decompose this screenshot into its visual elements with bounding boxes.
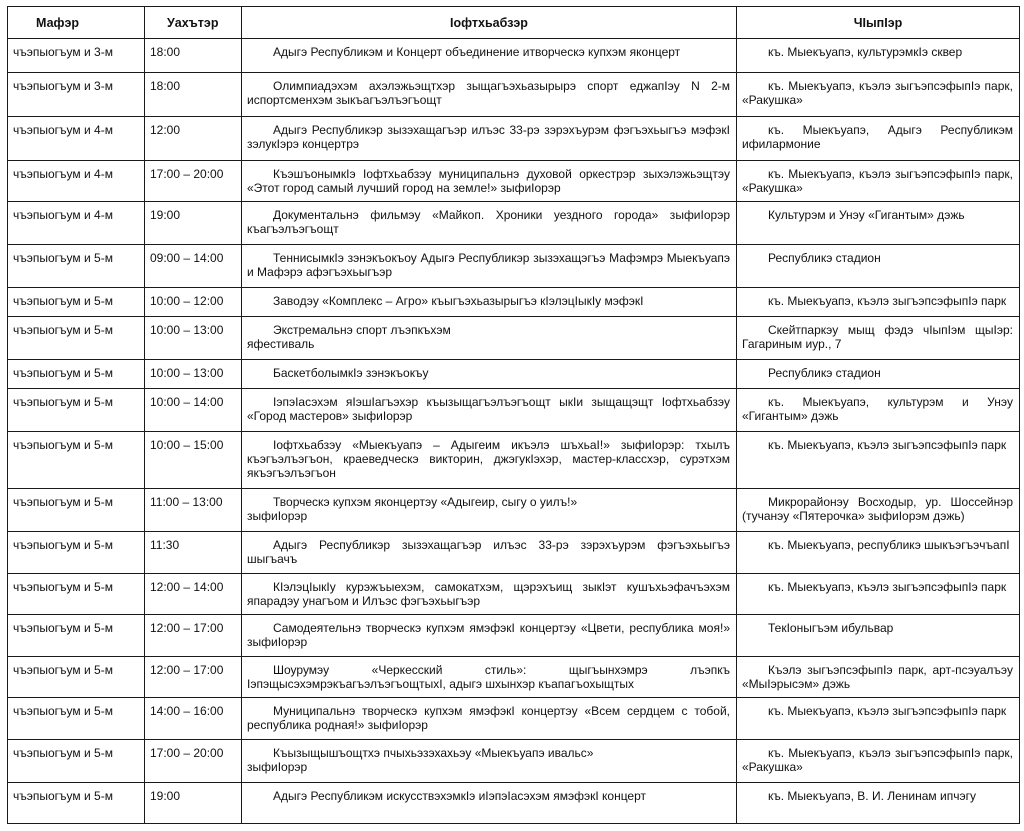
cell-event [242, 161, 737, 202]
event-text: Творческэ купхэм яконцертэу «Адыгеир, сыгу о уилъ!» зыфиIорэр [247, 495, 578, 523]
table-row [8, 161, 1020, 202]
place-text: Скейтпаркэу мыщ фэдэ чIыпIэм щыIэр: Гагариным иур., 7 [742, 323, 1013, 351]
table-row [8, 245, 1020, 288]
cell-place [737, 39, 1020, 73]
cell-date: чъэпыогъум и 5-м [8, 489, 145, 532]
place-text: ТекIоныгъэм ибульвар [768, 621, 894, 635]
place-text: къ. Мыекъуапэ, къэлэ зыгъэпсэфыпIэ парк [768, 438, 1007, 452]
event-text: Олимпиадэхэм ахэлэжьэщтхэр зыщагъэхьазырырэ спорт еджапIэу N 2-м испортсменхэм зыкъагъэлъэгъощт [247, 79, 730, 107]
cell-event [242, 574, 737, 615]
cell-place [737, 317, 1020, 360]
place-text: къ. Мыекъуапэ, къэлэ зыгъэпсэфыпIэ парк [768, 704, 1007, 718]
cell-event [242, 615, 737, 657]
cell-date: чъэпыогъум и 5-м [8, 615, 145, 657]
cell-place [737, 574, 1020, 615]
cell-place [737, 657, 1020, 698]
table-row [8, 698, 1020, 740]
header-time: Уахътэр [145, 7, 242, 39]
cell-place [737, 532, 1020, 574]
cell-event [242, 532, 737, 574]
event-text: КIэлэцIыкIу курэжъыехэм, самокатхэм, щэрэхъищ зыкIэт кушъхьэфачъэхэм япарадэу унагъом и Илъэс фэгъэхьыгъэр [247, 580, 730, 608]
header-event: Iофтхьабзэр [242, 7, 737, 39]
cell-place [737, 288, 1020, 317]
cell-date: чъэпыогъум и 5-м [8, 698, 145, 740]
cell-date: чъэпыогъум и 5-м [8, 783, 145, 824]
table-row [8, 360, 1020, 389]
table-row [8, 489, 1020, 532]
cell-date: чъэпыогъум и 5-м [8, 317, 145, 360]
cell-place [737, 202, 1020, 245]
cell-time: 18:00 [145, 39, 242, 73]
event-text: Шоурумэу «Черкесский стиль»: щыгъынхэмрэ лъэпкъ IэпэщысэхэмрэкъагъэлъэгъощтыхI, адыгэ шхынхэр къапагъохыщтых [247, 663, 730, 691]
event-text: Къызыщышъощтхэ пчыхьэзэхахьэу «Мыекъуапэ ивальс» зыфиIорэр [247, 746, 594, 774]
table-row [8, 615, 1020, 657]
cell-time: 17:00 – 20:00 [145, 161, 242, 202]
cell-event [242, 39, 737, 73]
cell-place [737, 245, 1020, 288]
place-text: къ. Мыекъуапэ, В. И. Ленинам ипчэгу [768, 789, 976, 803]
cell-event [242, 202, 737, 245]
cell-date: чъэпыогъум и 4-м [8, 161, 145, 202]
event-text: Экстремальнэ спорт лъэпкъхэм яфестиваль [247, 323, 451, 351]
table-body [8, 39, 1020, 824]
place-text: къ. Мыекъуапэ, къэлэ зыгъэпсэфыпIэ парк, «Ракушка» [742, 167, 1013, 195]
cell-event [242, 698, 737, 740]
cell-time: 14:00 – 16:00 [145, 698, 242, 740]
event-text: Адыгэ Республикэм и Концерт объединение итворческэ купхэм яконцерт [273, 45, 681, 59]
place-text: Культурэм и Унэу «Гигантым» дэжь [768, 208, 965, 222]
cell-event [242, 489, 737, 532]
event-text: КъэшъонымкIэ Iофтхьабзэу муниципальнэ духовой оркестрэр зыхэлэжьэщтэу «Этот город самый лучший город на земле!» зыфиIорэр [247, 167, 730, 195]
cell-event [242, 432, 737, 489]
event-text: БаскетболымкIэ зэнэкъокъу [273, 366, 429, 380]
table-row [8, 117, 1020, 161]
event-text: Адыгэ Республикэр зызэхащагъэр илъэс 33-рэ зэрэхъурэм фэгъэхьыгъэ шыгъачъ [247, 538, 730, 566]
table-row [8, 317, 1020, 360]
cell-date: чъэпыогъум и 5-м [8, 657, 145, 698]
cell-event [242, 740, 737, 783]
event-text: IэпэIасэхэм яIэшIагъэхэр къызыщагъэлъэгъощт ыкIи зыщащэщт Iофтхьабзэу «Город мастеров» зыфиIорэр [247, 395, 730, 423]
cell-time: 10:00 – 15:00 [145, 432, 242, 489]
cell-date: чъэпыогъум и 5-м [8, 389, 145, 432]
cell-date: чъэпыогъум и 5-м [8, 245, 145, 288]
cell-time: 19:00 [145, 202, 242, 245]
place-text: Микрорайонэу Восходыр, ур. Шоссейнэр (тучанэу «Пятерочка» зыфиIорэм дэжь) [742, 495, 1013, 523]
cell-place [737, 389, 1020, 432]
table-row [8, 740, 1020, 783]
cell-time: 09:00 – 14:00 [145, 245, 242, 288]
table-row [8, 657, 1020, 698]
cell-place [737, 161, 1020, 202]
table-row [8, 532, 1020, 574]
place-text: Республикэ стадион [768, 251, 881, 265]
cell-date: чъэпыогъум и 3-м [8, 73, 145, 117]
event-schedule-table [7, 6, 1020, 824]
cell-time: 17:00 – 20:00 [145, 740, 242, 783]
cell-place [737, 740, 1020, 783]
cell-event [242, 389, 737, 432]
cell-time: 10:00 – 13:00 [145, 360, 242, 389]
table-row [8, 432, 1020, 489]
place-text: къ. Мыекъуапэ, республикэ шыкъэгъэчъапI [768, 538, 1010, 552]
cell-event [242, 360, 737, 389]
event-text: Адыгэ Республикэм искусствэхэмкIэ иIэпэIасэхэм ямэфэкI концерт [273, 789, 647, 803]
place-text: Къэлэ зыгъэпсэфыпIэ парк, арт-псэуалъэу «МыIэрысэм» дэжь [742, 663, 1013, 691]
table-row [8, 389, 1020, 432]
cell-time: 10:00 – 12:00 [145, 288, 242, 317]
cell-date: чъэпыогъум и 3-м [8, 39, 145, 73]
cell-time: 11:00 – 13:00 [145, 489, 242, 532]
table-row [8, 783, 1020, 824]
cell-time: 18:00 [145, 73, 242, 117]
cell-date: чъэпыогъум и 5-м [8, 432, 145, 489]
table-row [8, 574, 1020, 615]
header-date: Мафэр [8, 7, 145, 39]
cell-time: 12:00 [145, 117, 242, 161]
cell-place [737, 489, 1020, 532]
event-text: Документальнэ фильмэу «Майкоп. Хроники уездного города» зыфиIорэр къагъэлъэгъощт [247, 208, 730, 236]
event-text: Самодеятельнэ творческэ купхэм ямэфэкI концертэу «Цвети, республика моя!» зыфиIорэр [247, 621, 730, 649]
event-text: ТеннисымкIэ зэнэкъокъоу Адыгэ Республикэр зызэхащэгъэ Мафэмрэ Мыекъуапэ и Мафэрэ афэгъэхьыгъэр [247, 251, 730, 279]
event-text: Муниципальнэ творческэ купхэм ямэфэкI концертэу «Всем сердцем с тобой, республика родная!» зыфиIорэр [247, 704, 730, 732]
place-text: къ. Мыекъуапэ, къэлэ зыгъэпсэфыпIэ парк [768, 294, 1007, 308]
cell-time: 10:00 – 14:00 [145, 389, 242, 432]
event-text: Iофтхьабзэу «Мыекъуапэ – Адыгеим икъэлэ шъхьаI!» зыфиIорэр: тхылъ къэгъэлъэгъон, краеведческэ викторин, джэгукIэхэр, мастер-классхэр, сурэтхэм якъэгъэлъэгъон [247, 438, 730, 480]
place-text: къ. Мыекъуапэ, Адыгэ Республикэм ифилармоние [742, 123, 1013, 151]
place-text: къ. Мыекъуапэ, къэлэ зыгъэпсэфыпIэ парк, «Ракушка» [742, 79, 1013, 107]
table-row [8, 202, 1020, 245]
cell-place [737, 698, 1020, 740]
cell-place [737, 73, 1020, 117]
cell-date: чъэпыогъум и 5-м [8, 288, 145, 317]
table-header-row [8, 7, 1020, 39]
place-text: къ. Мыекъуапэ, къэлэ зыгъэпсэфыпIэ парк, «Ракушка» [742, 746, 1013, 774]
cell-date: чъэпыогъум и 5-м [8, 740, 145, 783]
cell-time: 10:00 – 13:00 [145, 317, 242, 360]
table-row [8, 39, 1020, 73]
cell-place [737, 783, 1020, 824]
cell-event [242, 73, 737, 117]
cell-place [737, 360, 1020, 389]
place-text: къ. Мыекъуапэ, культурэм и Унэу «Гигантым» дэжь [742, 395, 1013, 423]
cell-event [242, 317, 737, 360]
cell-event [242, 783, 737, 824]
place-text: къ. Мыекъуапэ, къэлэ зыгъэпсэфыпIэ парк [768, 580, 1007, 594]
cell-date: чъэпыогъум и 4-м [8, 202, 145, 245]
cell-event [242, 288, 737, 317]
table-row [8, 288, 1020, 317]
cell-time: 11:30 [145, 532, 242, 574]
cell-place [737, 432, 1020, 489]
place-text: къ. Мыекъуапэ, культурэмкIэ сквер [768, 45, 963, 59]
cell-place [737, 117, 1020, 161]
cell-time: 12:00 – 17:00 [145, 615, 242, 657]
cell-date: чъэпыогъум и 5-м [8, 532, 145, 574]
table-row [8, 73, 1020, 117]
cell-time: 12:00 – 17:00 [145, 657, 242, 698]
cell-date: чъэпыогъум и 4-м [8, 117, 145, 161]
cell-event [242, 117, 737, 161]
event-text: Заводэу «Комплекс – Агро» къыгъэхьазырыгъэ кIэлэцIыкIу мэфэкI [273, 294, 644, 308]
cell-place [737, 615, 1020, 657]
cell-date: чъэпыогъум и 5-м [8, 574, 145, 615]
cell-event [242, 245, 737, 288]
place-text: Республикэ стадион [768, 366, 881, 380]
header-place: ЧIыпIэр [737, 7, 1020, 39]
cell-event [242, 657, 737, 698]
cell-time: 19:00 [145, 783, 242, 824]
event-text: Адыгэ Республикэр зызэхащагъэр илъэс 33-рэ зэрэхъурэм фэгъэхьыгъэ мэфэкI зэлукIэрэ концертрэ [247, 123, 730, 151]
cell-date: чъэпыогъум и 5-м [8, 360, 145, 389]
cell-time: 12:00 – 14:00 [145, 574, 242, 615]
